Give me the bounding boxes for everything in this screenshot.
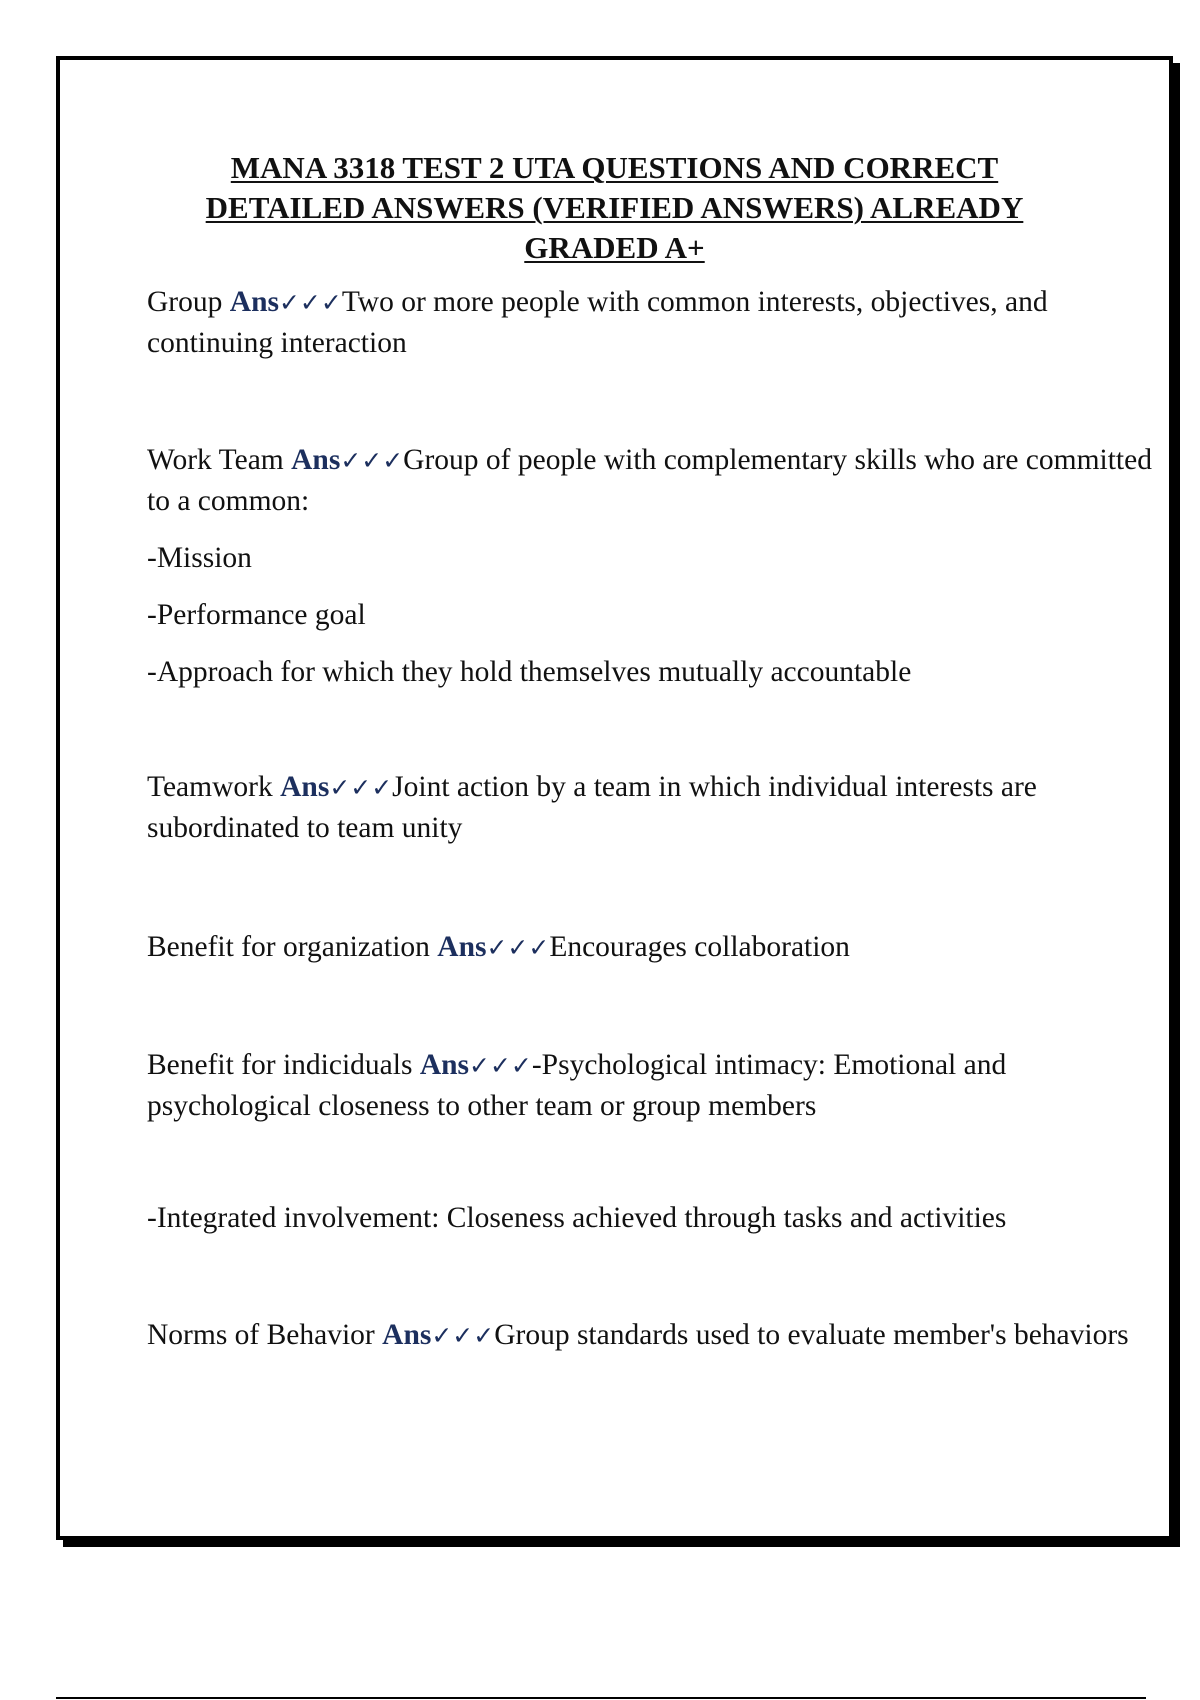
work-team-sub-item: -Mission: [147, 542, 252, 574]
entry-benefit-individuals: [147, 1045, 1157, 1127]
entry-definition: Joint action by a team in which individual interests are subordinated to team unity: [147, 771, 1037, 844]
ans-label: Ans: [382, 1319, 432, 1351]
title-line-3: GRADED A+: [524, 230, 705, 265]
benefit-individuals-continuation: -Integrated involvement: Closeness achieved through tasks and activities: [147, 1202, 1007, 1234]
entry-term: Teamwork: [147, 771, 281, 803]
work-team-sub-item: -Performance goal: [147, 599, 366, 631]
check-icon: ✓✓✓: [486, 933, 550, 962]
title-line-1: MANA 3318 TEST 2 UTA QUESTIONS AND CORRECT: [230, 150, 999, 185]
entry-term: Norms of Behavior: [147, 1319, 383, 1351]
entry-definition: Two or more people with common interests, objectives, and continuing interaction: [147, 286, 1048, 359]
bottom-rule: [56, 1697, 1146, 1699]
entry-term: Benefit for indiciduals: [147, 1049, 420, 1081]
entry-definition: -Psychological intimacy: Emotional and psychological closeness to other team or group members: [147, 1049, 1007, 1122]
check-icon: ✓✓✓: [431, 1321, 495, 1350]
entry-definition: Encourages collaboration: [549, 931, 850, 963]
entry-teamwork: [147, 767, 1157, 849]
page-frame: [56, 56, 1173, 1540]
ans-label: Ans: [419, 1049, 470, 1081]
document-title: [60, 148, 1169, 268]
title-line-2: DETAILED ANSWERS (VERIFIED ANSWERS) ALREADY: [205, 190, 1024, 225]
entry-term: Work Team: [147, 444, 292, 476]
check-icon: ✓✓✓: [329, 773, 393, 802]
ans-label: Ans: [437, 931, 487, 963]
check-icon: ✓✓✓: [469, 1051, 532, 1080]
entry-term: Benefit for organization: [147, 931, 438, 963]
entry-benefit-organization: [147, 927, 1157, 968]
check-icon: ✓✓✓: [278, 288, 342, 317]
check-icon: ✓✓✓: [340, 446, 404, 475]
entry-definition: Group standards used to evaluate member's behaviors: [494, 1319, 1129, 1351]
entry-norms-of-behavior: [147, 1315, 1157, 1356]
entry-term: Group: [147, 286, 230, 318]
work-team-sub-item: -Approach for which they hold themselves mutually accountable: [147, 656, 912, 688]
ans-label: Ans: [280, 771, 330, 803]
ans-label: Ans: [291, 444, 341, 476]
ans-label: Ans: [229, 286, 279, 318]
entry-definition: Group of people with complementary skills who are committed to a common:: [147, 444, 1152, 517]
entry-group: [147, 282, 1157, 364]
entry-work-team: [147, 440, 1157, 522]
